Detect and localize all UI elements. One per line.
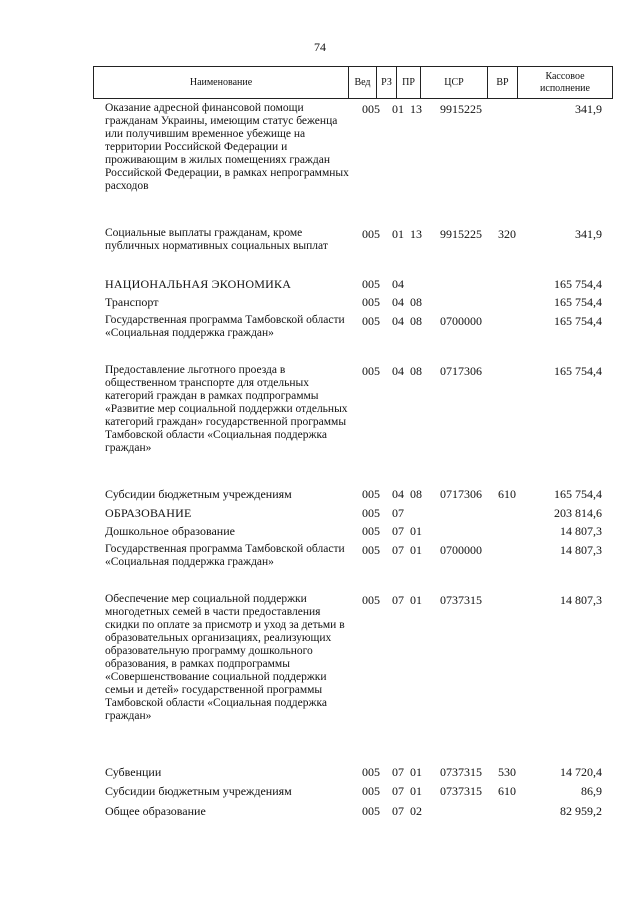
row-rz: 07 (392, 784, 404, 798)
row-pr: 08 (410, 295, 422, 309)
row-ved: 005 (362, 524, 380, 538)
row-name: Субвенции (105, 765, 162, 779)
row-pr: 02 (410, 804, 422, 818)
header-vr: ВР (487, 67, 517, 98)
row-ved: 005 (362, 784, 380, 798)
row-csr: 9915225 (440, 227, 482, 241)
row-amount: 82 959,2 (560, 804, 602, 818)
row-amount: 165 754,4 (554, 364, 602, 378)
row-csr: 0737315 (440, 593, 482, 607)
row-name: Субсидии бюджетным учреждениям (105, 487, 292, 501)
row-name: ОБРАЗОВАНИЕ (105, 506, 192, 520)
row-rz: 04 (392, 295, 404, 309)
row-pr: 13 (410, 227, 422, 241)
row-pr: 01 (410, 543, 422, 557)
row-name: Социальные выплаты гражданам, кроме публичных нормативных социальных выплат (105, 227, 328, 252)
row-amount: 86,9 (581, 784, 602, 798)
row-ved: 005 (362, 102, 380, 116)
row-name: Государственная программа Тамбовской области «Социальная поддержка граждан» (105, 543, 345, 568)
row-vr: 530 (498, 765, 516, 779)
row-rz: 07 (392, 506, 404, 520)
row-amount: 165 754,4 (554, 487, 602, 501)
row-csr: 0717306 (440, 364, 482, 378)
row-ved: 005 (362, 314, 380, 328)
row-name: Субсидии бюджетным учреждениям (105, 784, 292, 798)
row-rz: 04 (392, 314, 404, 328)
row-rz: 01 (392, 102, 404, 116)
row-rz: 01 (392, 227, 404, 241)
header-amount-line1: Кассовое (545, 70, 585, 82)
table-header (93, 66, 613, 99)
row-ved: 005 (362, 593, 380, 607)
row-amount: 14 807,3 (560, 543, 602, 557)
row-name: Оказание адресной финансовой помощи гражданам Украины, имеющим статус беженца или получившим временное убежище на территории Российской Федерации и проживающим в жилых помещениях граждан Российской Федерации, в рамках непрограммных расходов (105, 102, 349, 192)
row-amount: 203 814,6 (554, 506, 602, 520)
row-amount: 14 720,4 (560, 765, 602, 779)
header-name: Наименование (189, 77, 253, 88)
row-amount: 165 754,4 (554, 277, 602, 291)
row-rz: 07 (392, 804, 404, 818)
row-amount: 341,9 (575, 102, 602, 116)
row-vr: 610 (498, 784, 516, 798)
row-amount: 14 807,3 (560, 524, 602, 538)
header-pr: ПР (396, 67, 420, 98)
row-pr: 08 (410, 364, 422, 378)
row-pr: 01 (410, 593, 422, 607)
row-ved: 005 (362, 295, 380, 309)
row-ved: 005 (362, 506, 380, 520)
row-pr: 01 (410, 765, 422, 779)
row-name: Транспорт (105, 295, 159, 309)
row-ved: 005 (362, 765, 380, 779)
row-vr: 320 (498, 227, 516, 241)
row-ved: 005 (362, 543, 380, 557)
row-name: Государственная программа Тамбовской области «Социальная поддержка граждан» (105, 314, 345, 339)
row-amount: 14 807,3 (560, 593, 602, 607)
row-name: НАЦИОНАЛЬНАЯ ЭКОНОМИКА (105, 277, 292, 291)
page-number: 74 (314, 40, 326, 54)
row-rz: 04 (392, 277, 404, 291)
header-ved: Вед (348, 67, 376, 98)
row-rz: 07 (392, 765, 404, 779)
row-csr: 0700000 (440, 314, 482, 328)
row-csr: 0700000 (440, 543, 482, 557)
row-ved: 005 (362, 487, 380, 501)
row-rz: 07 (392, 543, 404, 557)
header-csr: ЦСР (420, 67, 487, 98)
row-pr: 13 (410, 102, 422, 116)
header-amount (517, 67, 612, 98)
row-pr: 08 (410, 487, 422, 501)
row-pr: 01 (410, 524, 422, 538)
row-pr: 08 (410, 314, 422, 328)
row-ved: 005 (362, 804, 380, 818)
row-vr: 610 (498, 487, 516, 501)
header-amount-line2: исполнение (540, 82, 590, 94)
row-pr: 01 (410, 784, 422, 798)
row-ved: 005 (362, 277, 380, 291)
row-amount: 165 754,4 (554, 314, 602, 328)
row-csr: 0737315 (440, 784, 482, 798)
row-name: Дошкольное образование (105, 524, 235, 538)
row-name: Обеспечение мер социальной поддержки многодетных семей в части предоставления скидки по оплате за присмотр и уход за детьми в образовательных организациях, реализующих образовательную программу дошкольного образования, в рамках подпрограммы «Совершенствование социальной поддержки семьи и детей» государственной программы Тамбовской области «Социальная поддержка граждан» (105, 593, 345, 722)
row-name: Общее образование (105, 804, 206, 818)
row-name: Предоставление льготного проезда в общественном транспорте для отдельных категорий граждан в рамках подпрограммы «Развитие мер социальной поддержки отдельных категорий граждан» государственной программы Тамбовской области «Социальная поддержка граждан» (105, 364, 348, 454)
row-csr: 0737315 (440, 765, 482, 779)
row-rz: 04 (392, 364, 404, 378)
row-ved: 005 (362, 364, 380, 378)
row-rz: 04 (392, 487, 404, 501)
header-rz: РЗ (376, 67, 396, 98)
row-amount: 341,9 (575, 227, 602, 241)
row-csr: 9915225 (440, 102, 482, 116)
row-csr: 0717306 (440, 487, 482, 501)
row-amount: 165 754,4 (554, 295, 602, 309)
row-rz: 07 (392, 593, 404, 607)
row-rz: 07 (392, 524, 404, 538)
row-ved: 005 (362, 227, 380, 241)
